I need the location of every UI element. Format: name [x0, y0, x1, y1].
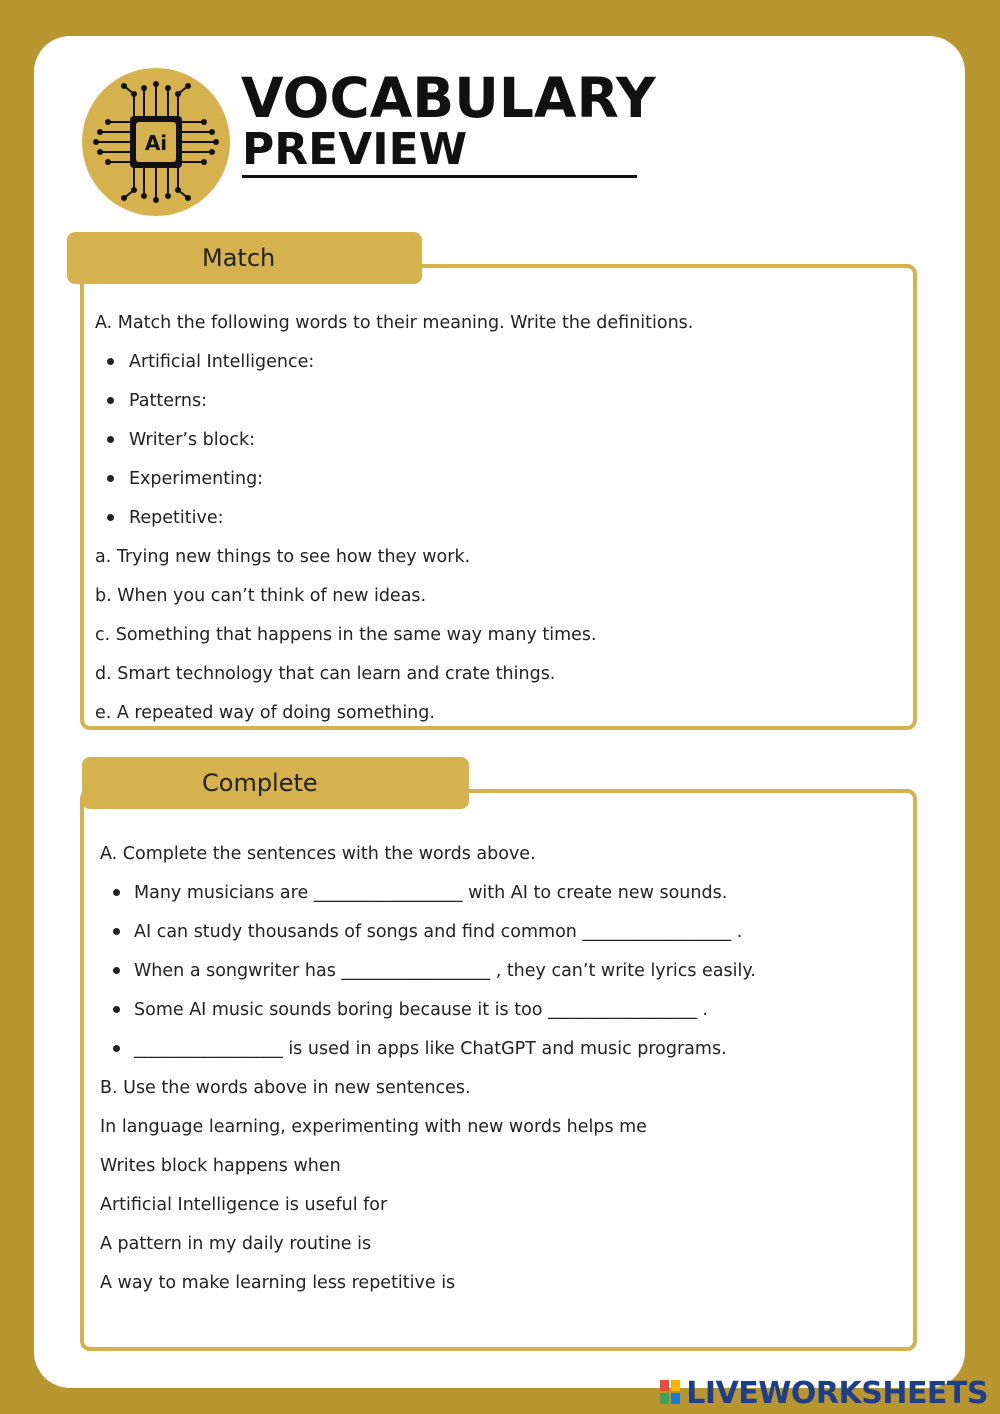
sentence-prompt: A pattern in my daily routine is — [100, 1234, 372, 1254]
liveworksheets-brand[interactable] — [660, 1375, 988, 1411]
fill-in-sentence: Some AI music sounds boring because it is too _________________ . — [134, 1000, 708, 1020]
definition-item: b. When you can’t think of new ideas. — [95, 586, 427, 606]
complete-tab-label: Complete — [202, 769, 318, 797]
fill-in-sentence: Many musicians are _________________ with AI to create new sounds. — [134, 883, 728, 903]
ai-chip-logo — [82, 68, 230, 216]
match-word: Experimenting: — [129, 469, 264, 489]
definition-item: c. Something that happens in the same way many times. — [95, 625, 597, 645]
sentence-prompt: Artificial Intelligence is useful for — [100, 1195, 388, 1215]
bullet-icon — [107, 514, 114, 521]
definition-item: a. Trying new things to see how they work. — [95, 547, 471, 567]
page-subtitle: PREVIEW — [242, 124, 468, 175]
match-tab — [67, 232, 422, 284]
bullet-icon — [113, 889, 120, 896]
bullet-icon — [107, 475, 114, 482]
use-words-instruction: B. Use the words above in new sentences. — [100, 1078, 471, 1098]
circuit-chip-icon — [82, 68, 230, 216]
bullet-icon — [113, 1006, 120, 1013]
title-underline — [242, 175, 637, 178]
match-word: Repetitive: — [129, 508, 224, 528]
sentence-prompt: A way to make learning less repetitive is — [100, 1273, 456, 1293]
match-tab-label: Match — [202, 244, 276, 272]
complete-section-box — [80, 789, 917, 1351]
match-instruction: A. Match the following words to their meaning. Write the definitions. — [95, 313, 694, 333]
bullet-icon — [113, 928, 120, 935]
brand-text: LIVEWORKSHEETS — [686, 1375, 988, 1411]
liveworksheets-logo-icon — [660, 1380, 682, 1406]
bullet-icon — [113, 967, 120, 974]
definition-item: e. A repeated way of doing something. — [95, 703, 435, 723]
complete-tab — [82, 757, 469, 809]
bullet-icon — [113, 1045, 120, 1052]
complete-instruction: A. Complete the sentences with the words above. — [100, 844, 536, 864]
definition-item: d. Smart technology that can learn and crate things. — [95, 664, 556, 684]
fill-in-sentence: _________________ is used in apps like ChatGPT and music programs. — [134, 1039, 727, 1059]
sentence-prompt: In language learning, experimenting with new words helps me — [100, 1117, 647, 1137]
match-word: Writer’s block: — [129, 430, 255, 450]
page-title: VOCABULARY — [241, 66, 656, 130]
bullet-icon — [107, 358, 114, 365]
match-word: Artificial Intelligence: — [129, 352, 315, 372]
sentence-prompt: Writes block happens when — [100, 1156, 341, 1176]
fill-in-sentence: AI can study thousands of songs and find common _________________ . — [134, 922, 743, 942]
logo-text: Ai — [144, 131, 168, 155]
bullet-icon — [107, 397, 114, 404]
fill-in-sentence: When a songwriter has _________________ , they can’t write lyrics easily. — [134, 961, 756, 981]
match-word: Patterns: — [129, 391, 207, 411]
bullet-icon — [107, 436, 114, 443]
